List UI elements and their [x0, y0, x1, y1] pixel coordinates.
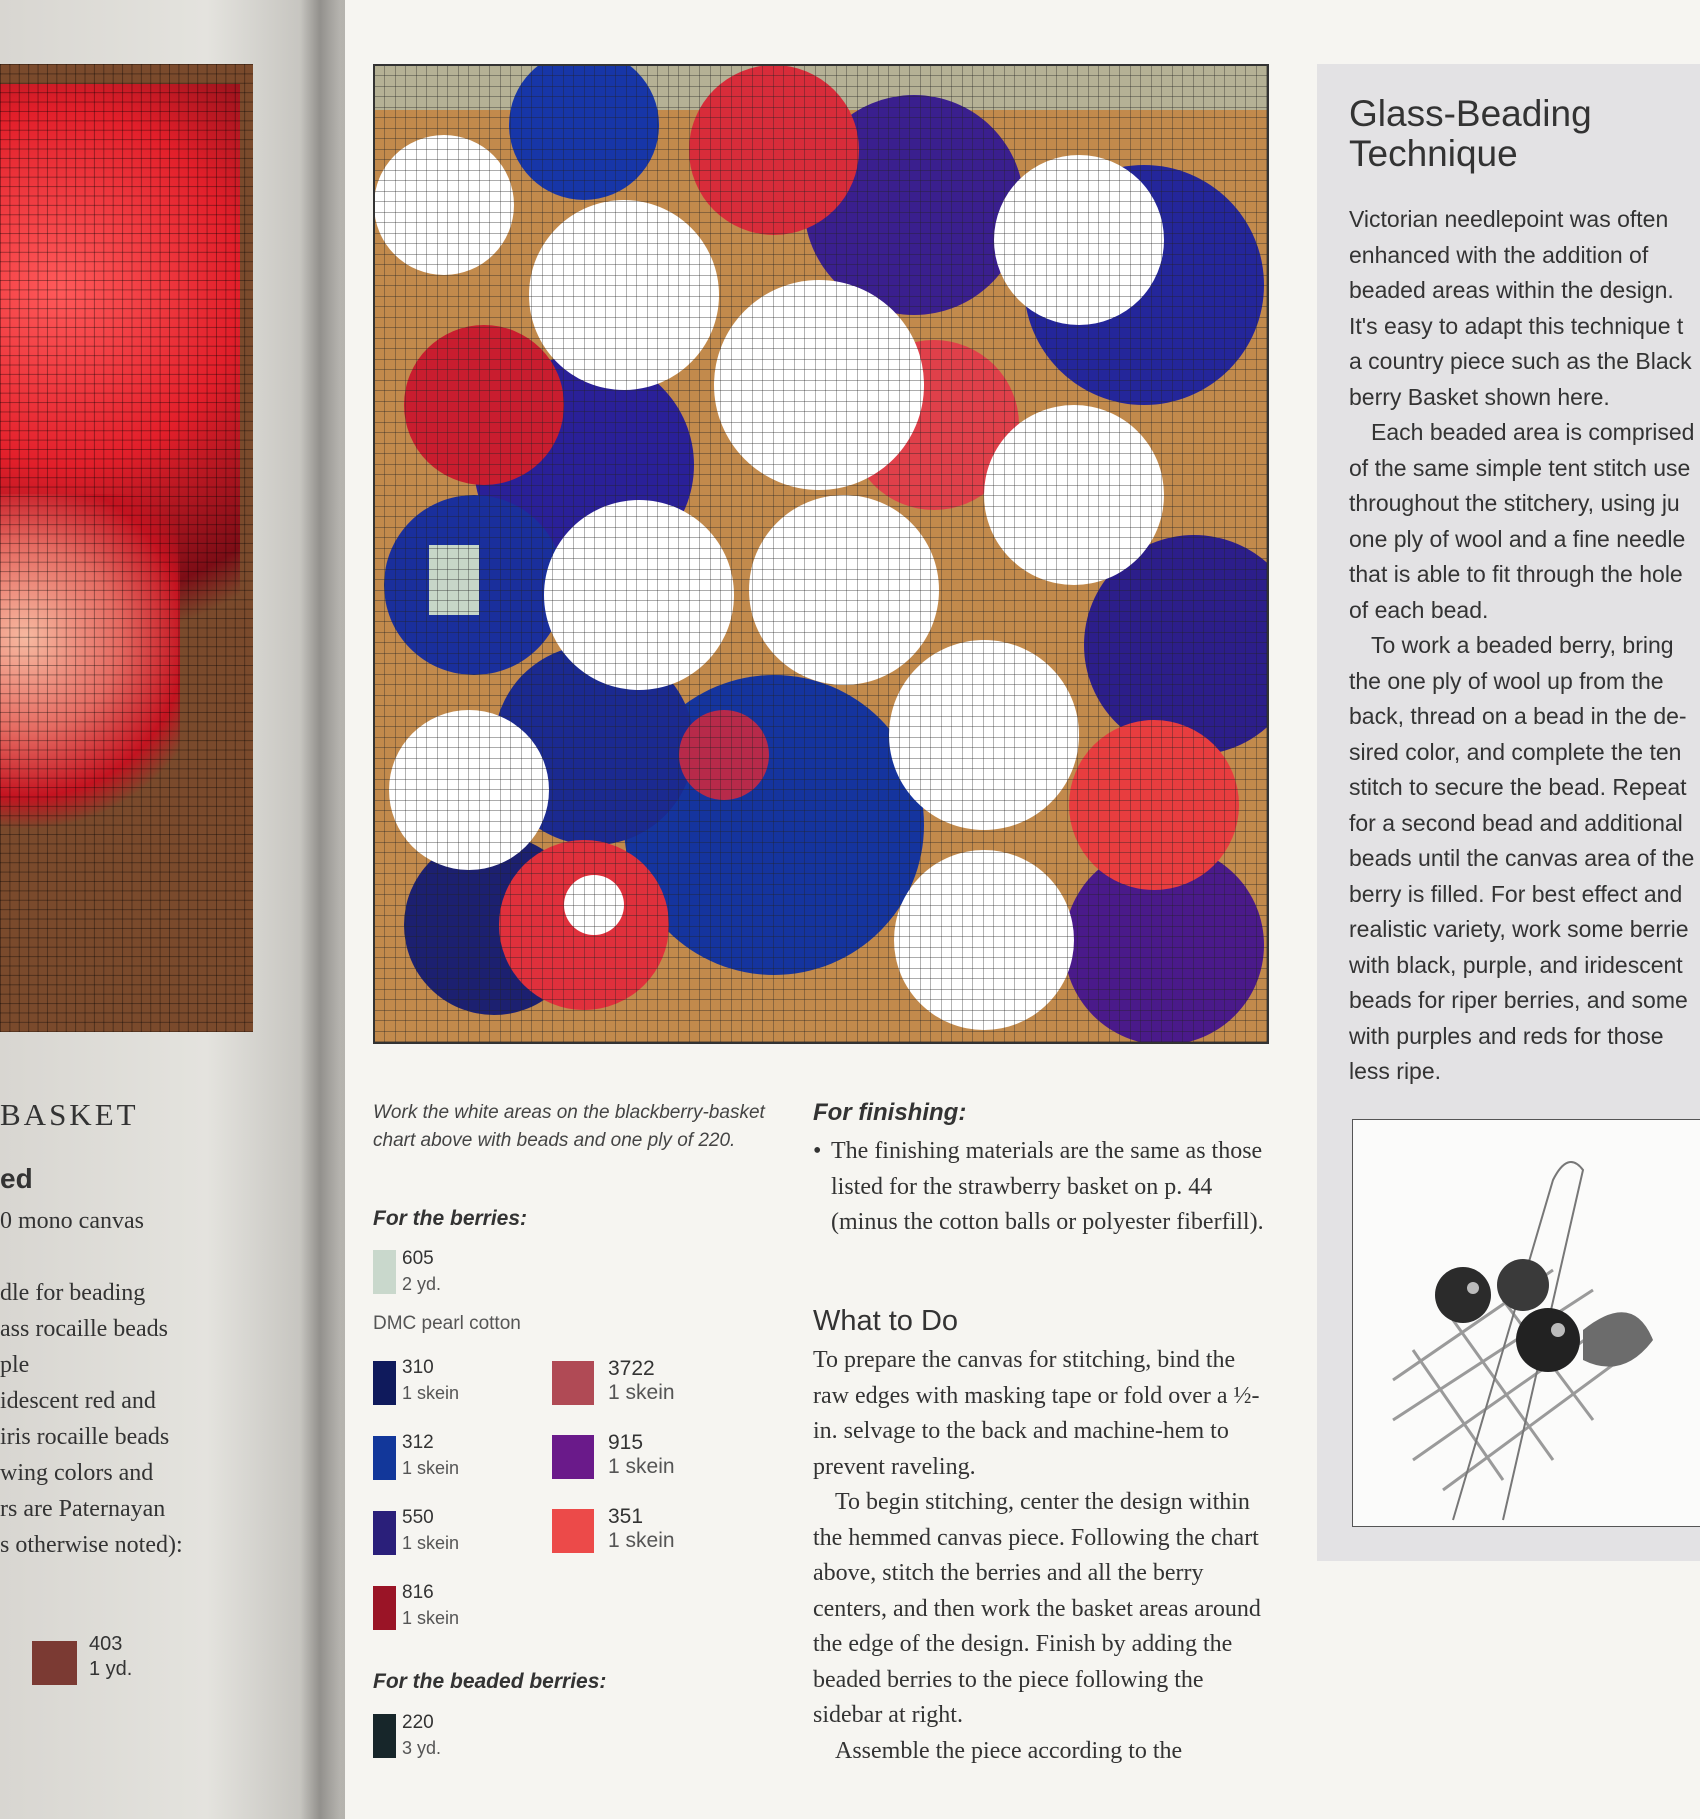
swatch-amount: 1 skein	[608, 1455, 675, 1478]
sidebar-title-line: Glass-Beading	[1349, 93, 1592, 134]
color-swatch	[373, 1511, 396, 1555]
left-page-materials	[0, 1203, 183, 1563]
left-needlepoint-chart	[0, 64, 253, 1032]
sidebar-line: It's easy to adapt this technique t	[1349, 312, 1684, 339]
sidebar-title	[1349, 94, 1592, 174]
color-swatch	[552, 1435, 594, 1479]
sidebar-line: sired color, and complete the ten	[1349, 738, 1682, 765]
chart-graphic	[374, 65, 1268, 1043]
sidebar-line: To work a beaded berry, bring	[1371, 632, 1674, 658]
swatch-number: 915	[608, 1431, 644, 1454]
swatch-number: 550	[402, 1507, 434, 1528]
finishing-paragraph: The finishing materials are the same as those listed for the strawberry basket on p. 44 (minus the cotton balls or polyester fiberfill).	[831, 1138, 1264, 1235]
sidebar-line: with purples and reds for those	[1349, 1022, 1664, 1049]
paragraph: Assemble the piece according to the	[835, 1737, 1183, 1764]
color-swatch	[552, 1509, 594, 1553]
left-line: 0 mono canvas	[0, 1208, 144, 1234]
left-line: ass rocaille beads	[0, 1316, 168, 1342]
dmc-pearl-cotton-label: DMC pearl cotton	[373, 1313, 521, 1334]
sidebar-line: of the same simple tent stitch use	[1349, 454, 1691, 481]
left-page-subheading: ed	[0, 1163, 33, 1194]
sidebar-line: beads for riper berries, and some	[1349, 987, 1688, 1013]
sidebar-line: berry is filled. For best effect and	[1349, 880, 1683, 907]
swatch-number: 220	[402, 1712, 434, 1733]
sidebar-line: beaded areas within the design.	[1349, 277, 1674, 303]
blackberry-basket-chart	[373, 64, 1269, 1044]
swatch-amount: 2 yd.	[402, 1274, 442, 1294]
finishing-heading: For finishing:	[813, 1099, 967, 1126]
sidebar-line: throughout the stitchery, using ju	[1349, 490, 1680, 516]
color-swatch	[552, 1361, 594, 1405]
sidebar-line: beads until the canvas area of the	[1349, 845, 1695, 871]
left-line	[0, 1239, 183, 1275]
chart-caption: Work the white areas on the blackberry-basket chart above with beads and one ply of 220.	[373, 1102, 765, 1151]
color-swatch	[373, 1714, 396, 1758]
what-to-do-heading: What to Do	[813, 1305, 959, 1337]
swatch-number: 310	[402, 1357, 434, 1378]
swatch-amount: 3 yd.	[402, 1738, 442, 1758]
swatch-amount: 1 skein	[402, 1383, 460, 1403]
paragraph: To prepare the canvas for stitching, bind the raw edges with masking tape or fold over a ½-in. selvage to the back and machine-hem to prevent raveling.	[813, 1347, 1260, 1480]
swatch-amount: 1 skein	[402, 1533, 460, 1553]
sidebar-line: less ripe.	[1349, 1058, 1442, 1084]
sidebar-line: of each bead.	[1349, 596, 1489, 623]
left-line: idescent red and	[0, 1388, 156, 1414]
left-line: rs are Paternayan	[0, 1496, 166, 1522]
sidebar-line: for a second bead and additional	[1349, 809, 1683, 836]
left-line: iris rocaille beads	[0, 1424, 170, 1450]
berry-needle-drawing	[1353, 1120, 1700, 1526]
color-swatch	[373, 1361, 396, 1405]
sidebar-line: back, thread on a bead in the de-	[1349, 703, 1687, 729]
chart-grid	[0, 64, 253, 1032]
swatch-amount: 1 skein	[608, 1529, 675, 1552]
color-swatch	[373, 1586, 396, 1630]
sidebar-line: with black, purple, and iridescent	[1349, 951, 1683, 978]
left-line: ple	[0, 1352, 30, 1378]
swatch-number: 816	[402, 1582, 434, 1603]
sidebar-line: Each beaded area is comprised	[1371, 419, 1695, 445]
sidebar-line: that is able to fit through the hole	[1349, 561, 1683, 587]
sidebar-title-line: Technique	[1349, 133, 1518, 174]
beaded-berries-heading: For the beaded berries:	[373, 1670, 607, 1693]
left-page	[0, 0, 345, 1819]
swatch-number: 351	[608, 1505, 644, 1528]
sidebar-line: one ply of wool and a fine needle	[1349, 525, 1686, 552]
bullet: •	[813, 1138, 822, 1164]
sidebar-line: a country piece such as the Black	[1349, 348, 1692, 374]
left-line: s otherwise noted):	[0, 1532, 183, 1558]
berries-heading: For the berries:	[373, 1207, 528, 1230]
left-line: dle for beading	[0, 1280, 146, 1306]
sidebar-line: Victorian needlepoint was often	[1349, 206, 1669, 232]
swatch-number: 3722	[608, 1357, 655, 1380]
color-swatch	[373, 1436, 396, 1480]
paragraph: To begin stitching, center the design within the hemmed canvas piece. Following the chart above, stitch the berries and all the berry centers, and then work the basket areas around the edge of the design. Finish by adding the beaded berries to the piece following the sidebar at right.	[813, 1489, 1261, 1728]
sidebar-line: the one ply of wool up from the	[1349, 667, 1664, 694]
sidebar-text	[1349, 202, 1700, 1090]
left-line: wing colors and	[0, 1460, 154, 1486]
swatch-amount: 1 skein	[608, 1381, 675, 1404]
sidebar-line: realistic variety, work some berrie	[1349, 916, 1689, 942]
swatch-number: 605	[402, 1248, 434, 1269]
sidebar-line: stitch to secure the bead. Repeat	[1349, 774, 1687, 800]
left-page-heading: BASKET	[0, 1097, 139, 1132]
beaded-berry-illustration	[1352, 1119, 1700, 1527]
color-swatch	[373, 1250, 396, 1294]
swatch-amount: 1 yd.	[89, 1658, 133, 1680]
what-to-do-body	[813, 1343, 1273, 1769]
finishing-text	[813, 1134, 1273, 1241]
swatch-number: 403	[89, 1633, 123, 1655]
sidebar-line: enhanced with the addition of	[1349, 241, 1649, 268]
swatch-amount: 1 skein	[402, 1458, 460, 1478]
swatch-amount: 1 skein	[402, 1608, 460, 1628]
color-swatch	[32, 1641, 77, 1685]
swatch-number: 312	[402, 1432, 434, 1453]
sidebar-line: berry Basket shown here.	[1349, 383, 1610, 410]
